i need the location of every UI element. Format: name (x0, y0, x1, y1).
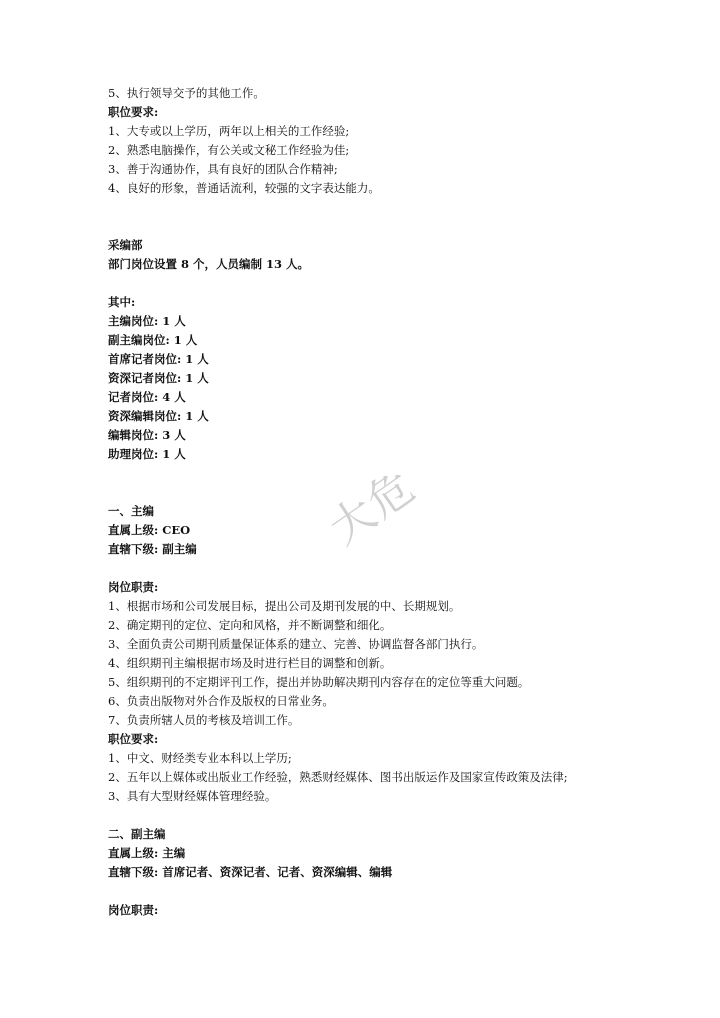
department-summary: 部门岗位设置 8 个，人员编制 13 人。 (108, 257, 310, 271)
position-item: 助理岗位: 1 人 (108, 447, 186, 461)
position-item: 记者岗位: 4 人 (108, 390, 186, 404)
section-heading: 岗位职责: (108, 903, 159, 917)
duty-item: 5、执行领导交予的其他工作。 (108, 86, 265, 100)
requirement-item: 2、熟悉电脑操作，有公关或文秘工作经验为佳; (108, 143, 350, 157)
duty-item: 1、根据市场和公司发展目标，提出公司及期刊发展的中、长期规划。 (108, 599, 461, 613)
requirement-item: 4、良好的形象，普通话流利，较强的文字表达能力。 (108, 181, 380, 195)
section-heading: 职位要求: (108, 732, 159, 746)
position-item: 资深记者岗位: 1 人 (108, 371, 209, 385)
position-item: 编辑岗位: 3 人 (108, 428, 186, 442)
duty-item: 5、组织期刊的不定期评刊工作，提出并协助解决期刊内容存在的定位等重大问题。 (108, 675, 530, 689)
role-title: 一、主编 (108, 504, 154, 518)
requirement-item: 1、中文、财经类专业本科以上学历; (108, 751, 292, 765)
duty-item: 2、确定期刊的定位、定向和风格，并不断调整和细化。 (108, 618, 392, 632)
department-title: 采编部 (108, 238, 143, 252)
section-heading: 职位要求: (108, 105, 159, 119)
position-item: 副主编岗位: 1 人 (108, 333, 198, 347)
role-subordinate: 直辖下级: 副主编 (108, 542, 197, 556)
duty-item: 7、负责所辖人员的考核及培训工作。 (108, 713, 300, 727)
positions-heading: 其中: (108, 295, 136, 309)
duty-item: 4、组织期刊主编根据市场及时进行栏目的调整和创新。 (108, 656, 392, 670)
role-superior: 直属上级: 主编 (108, 846, 186, 860)
position-item: 首席记者岗位: 1 人 (108, 352, 209, 366)
position-item: 资深编辑岗位: 1 人 (108, 409, 209, 423)
requirement-item: 3、善于沟通协作，具有良好的团队合作精神; (108, 162, 338, 176)
role-subordinate: 直辖下级: 首席记者、资深记者、记者、资深编辑、编辑 (108, 865, 393, 879)
watermark: 大危 (320, 460, 426, 555)
duty-item: 3、全面负责公司期刊质量保证体系的建立、完善、协调监督各部门执行。 (108, 637, 484, 651)
requirement-item: 1、大专或以上学历，两年以上相关的工作经验; (108, 124, 350, 138)
requirement-item: 3、具有大型财经媒体管理经验。 (108, 789, 277, 803)
position-item: 主编岗位: 1 人 (108, 314, 186, 328)
duty-item: 6、负责出版物对外合作及版权的日常业务。 (108, 694, 334, 708)
role-superior: 直属上级: CEO (108, 523, 191, 537)
section-heading: 岗位职责: (108, 580, 159, 594)
requirement-item: 2、五年以上媒体或出版业工作经验，熟悉财经媒体、图书出版运作及国家宣传政策及法律; (108, 770, 568, 784)
role-title: 二、副主编 (108, 827, 166, 841)
